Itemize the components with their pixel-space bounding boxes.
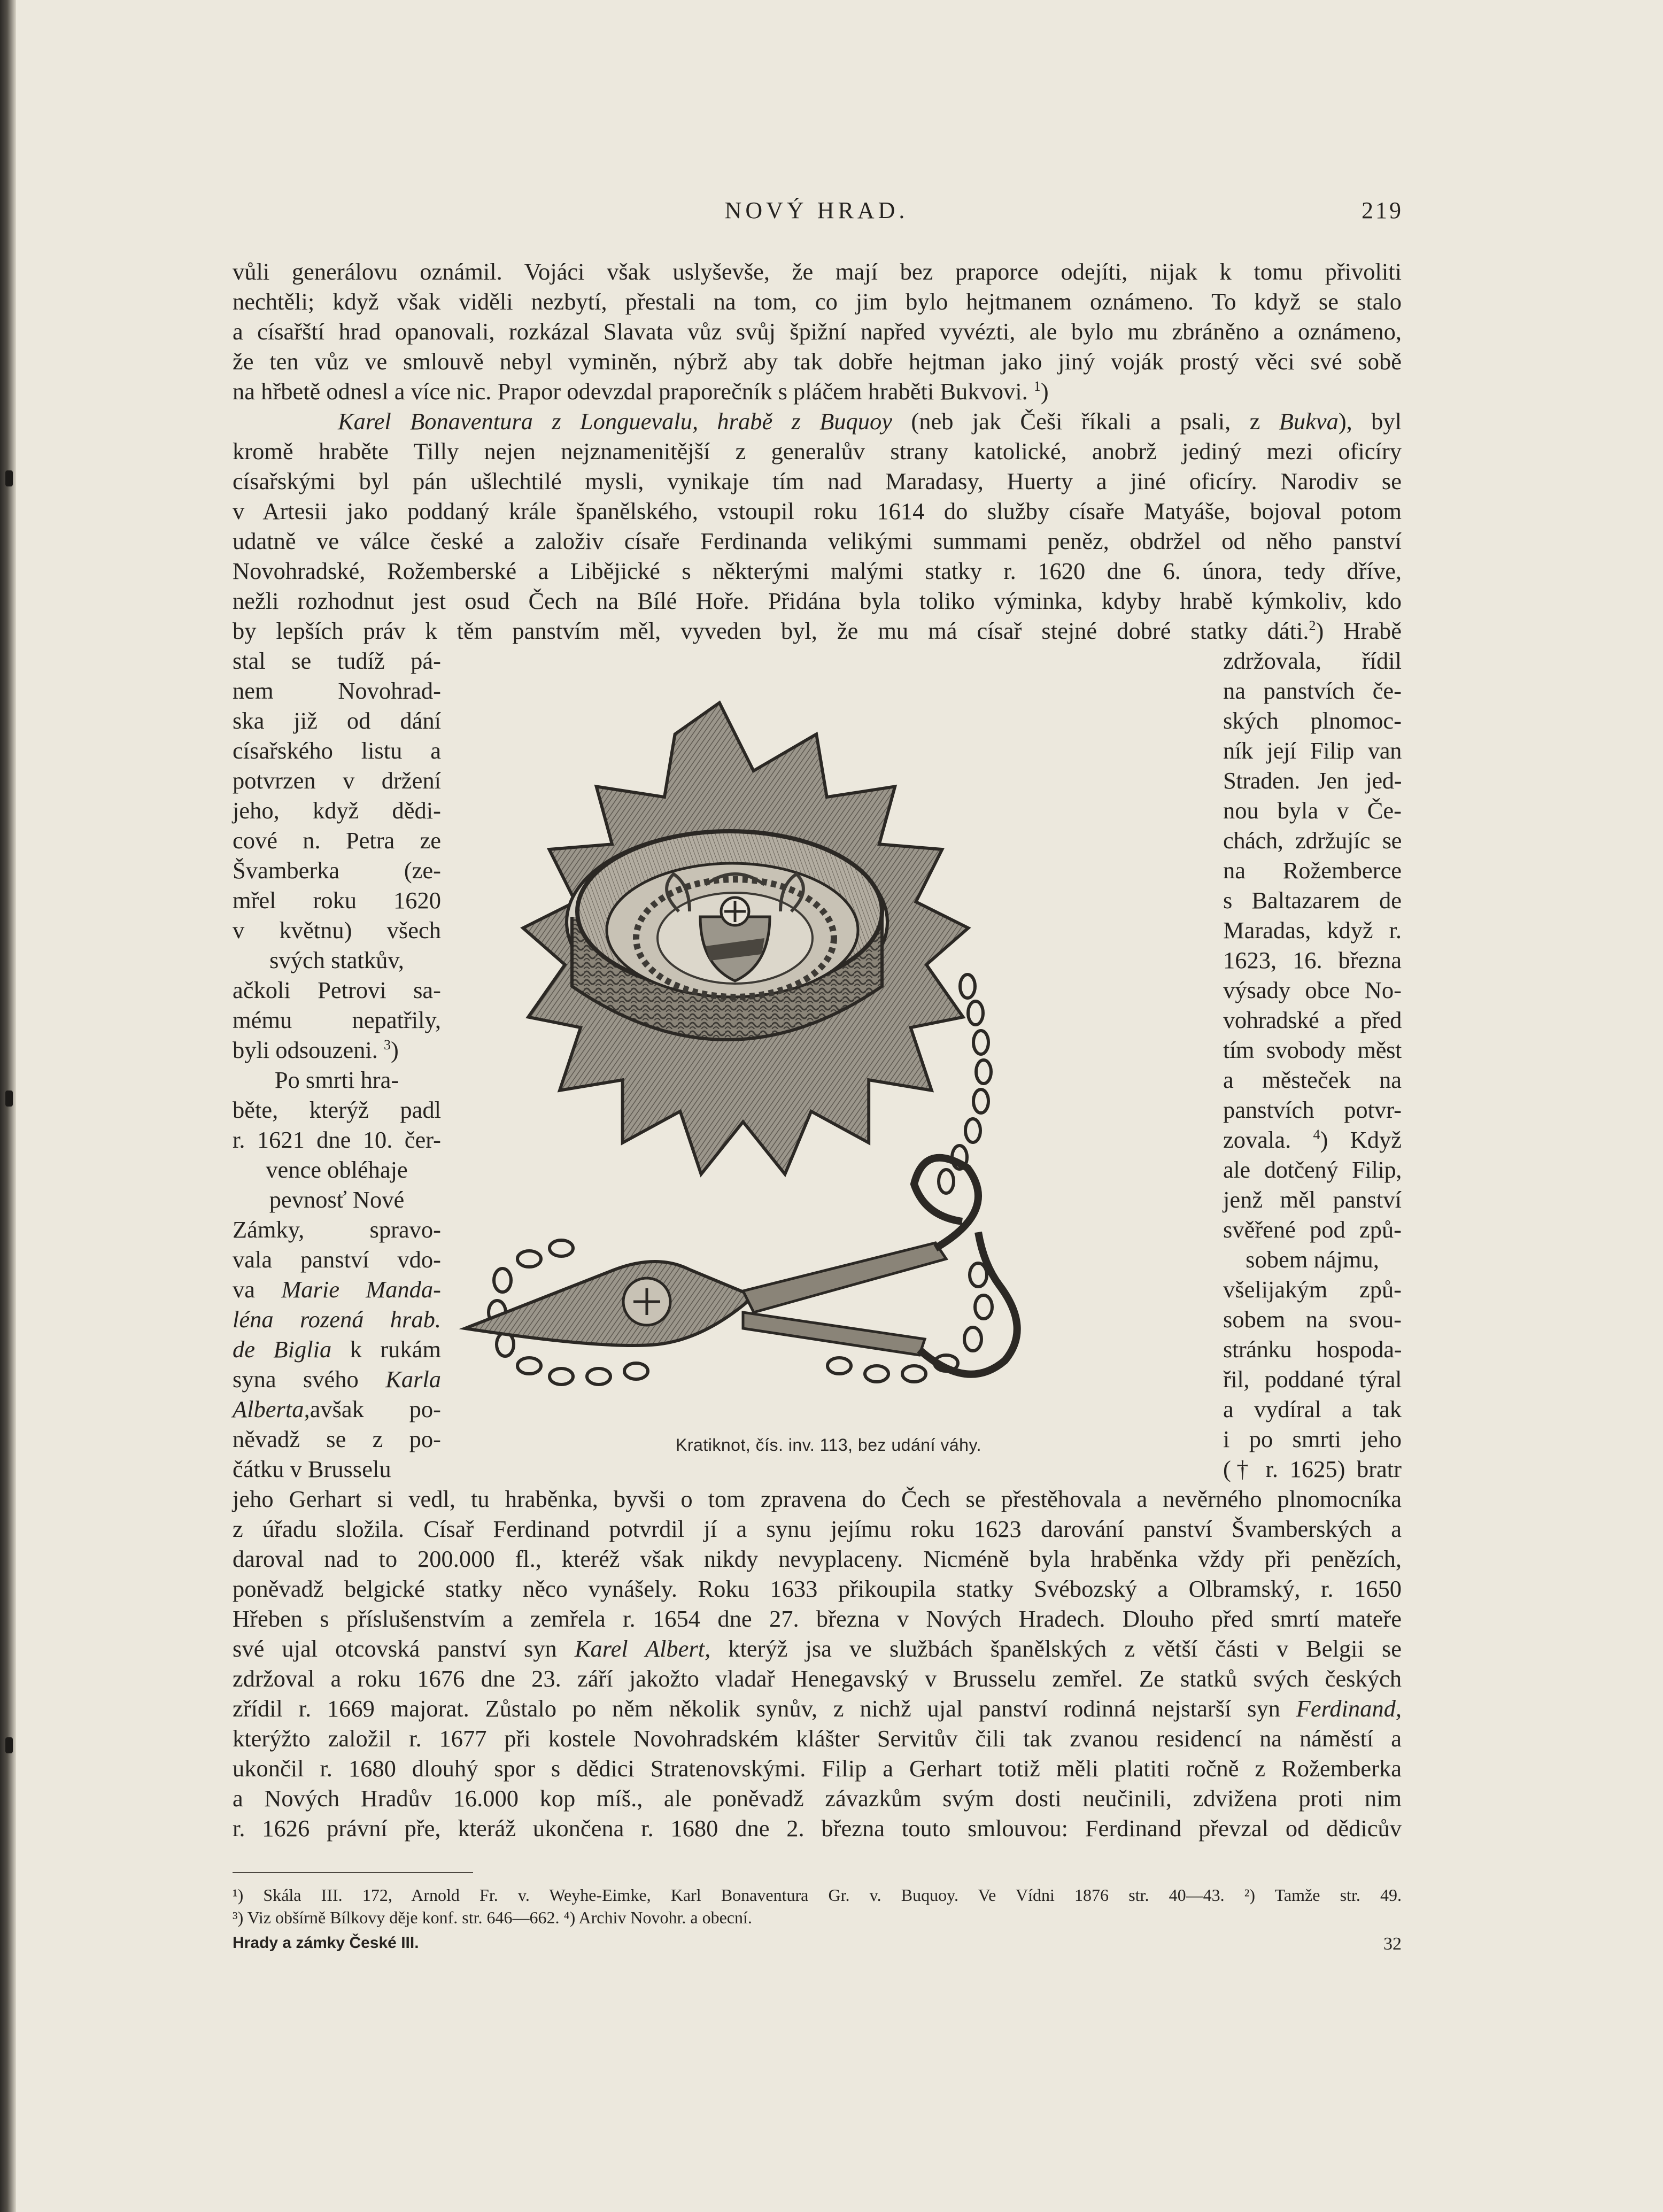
right-column-line: s Baltazarem de	[1223, 887, 1402, 914]
right-column-line: ník její Filip van	[1223, 737, 1402, 764]
signature-mark: 32	[1383, 1934, 1402, 1954]
person-name: de Biglia	[233, 1336, 332, 1363]
text-run: kterýž jsa ve službách španělských z větší části v Belgii se	[710, 1635, 1402, 1662]
text-line: a císařští hrad opanovali, rozkázal Slavata vůz svůj špižní napřed vyvézti, ale bylo mu zbráněno a oznámeno,	[233, 318, 1402, 345]
person-name: Karel Albert,	[574, 1635, 711, 1662]
footnote-rule	[233, 1872, 473, 1873]
right-column-line: jenž měl panství	[1223, 1186, 1402, 1213]
right-column-line: ských plnomoc-	[1223, 707, 1402, 734]
left-column-line: běte, kterýž padl	[233, 1096, 441, 1123]
text-line: ukončil r. 1680 dlouhý spor s dědici Stratenovskými. Filip a Gerhart totiž měli platiti ročně z Rožemberka	[233, 1755, 1402, 1782]
left-column-line: byli odsouzeni. $^3$)	[233, 1037, 399, 1063]
right-column-line: nou byla v Če-	[1223, 797, 1402, 824]
person-name: Bukva	[1279, 408, 1339, 435]
left-column-line: r. 1621 dne 10. čer-	[233, 1126, 441, 1153]
right-column-line: ale dotčený Filip,	[1223, 1156, 1402, 1183]
footnote-ref: 2	[1309, 618, 1316, 634]
left-column-line: ska již od dání	[233, 707, 441, 734]
text-line: vůli generálovu oznámil. Vojáci však uslyševše, že mají bez praporce odejíti, nijak k tomu přivoliti	[233, 258, 1402, 285]
left-column-line: jeho, když dědi-	[233, 797, 441, 824]
left-column-line: Švamberka (ze-	[233, 857, 441, 884]
person-name: Marie Manda-	[281, 1276, 441, 1303]
printer-signature-line	[233, 1934, 1402, 1955]
left-column-line	[233, 1274, 441, 1304]
binding-mark	[5, 1737, 13, 1753]
text-line: by lepších práv k těm panstvím měl, vyveden byl, že mu má císař stejné dobré statky dáti.$^2$) Hrabě	[233, 617, 1402, 644]
text-run: ), byl	[1338, 408, 1402, 435]
text-line: na hřbetě odnesl a více nic. Prapor odevzdal praporečník s pláčem hraběti Bukvovi. $^1$)	[233, 378, 1049, 405]
text-line: daroval nad to 200.000 fl., kteréž však nikdy nevyplaceny. Nicméně byla hraběnka vždy při penězích,	[233, 1545, 1402, 1572]
right-column-line: 1623, 16. března	[1223, 947, 1402, 973]
text-line: kromě hraběte Tilly nejen nejznamenitější z generalův strany katolické, anobrž jediný mezi oficíry	[233, 438, 1402, 465]
text-run: avšak po-	[310, 1396, 441, 1422]
person-name: Alberta,	[233, 1396, 310, 1422]
right-column-line: vohradské a před	[1223, 1007, 1402, 1033]
snuffer-handle-loop	[914, 1158, 978, 1248]
right-column-line: chách, zdržujíc se	[1223, 827, 1402, 854]
printer-signature: Hrady a zámky České III.	[233, 1934, 419, 1952]
text-run: k rukám	[331, 1336, 441, 1363]
right-column-line: na Rožemberce	[1223, 857, 1402, 884]
text-run: zovala.	[1223, 1126, 1291, 1153]
text-line	[233, 1693, 1402, 1723]
text-line: zdržoval a roku 1676 dne 23. září jakožto vladař Henegavský v Brusselu zemřel. Ze statků svých českých	[233, 1665, 1402, 1692]
footnote-ref: 3	[384, 1037, 391, 1053]
text-line: v Artesii jako poddaný krále španělského, vstoupil roku 1614 do služby císaře Matyáše, bojoval potom	[233, 498, 1402, 524]
text-line: poněvadž belgické statky něco vynášely. Roku 1633 přikoupila statky Svébozský a Olbramský, r. 1650	[233, 1575, 1402, 1602]
left-column-line: ačkoli Petrovi sa-	[233, 977, 441, 1003]
left-column-line: léna rozená hrab.	[233, 1306, 441, 1333]
binding-mark	[5, 1090, 13, 1107]
text-run: na hřbetě odnesl a více nic. Prapor odevzdal praporečník s pláčem hraběti Bukvovi.	[233, 378, 1028, 405]
footnote-ref: 1	[1033, 378, 1041, 395]
text-line: nežli rozhodnut jest osud Čech na Bílé Hoře. Přidána byla toliko výminka, kdyby hrabě kýmkoliv, kdo	[233, 587, 1402, 614]
text-line: nechtěli; když však viděli nezbytí, přestali na tom, co jim bylo hejtmanem oznámeno. To když se stalo	[233, 288, 1402, 315]
right-column-line: svěřené pod způ-	[1223, 1216, 1402, 1243]
text-line: Hřeben s příslušenstvím a zemřela r. 1654 dne 27. března v Nových Hradech. Dlouho před smrtí mateře	[233, 1605, 1402, 1632]
right-column-line: a městeček na	[1223, 1066, 1402, 1093]
right-column-line: výsady obce No-	[1223, 977, 1402, 1003]
binding-mark	[5, 470, 13, 486]
left-column-line: potvrzen v držení	[233, 767, 441, 794]
left-column-line: mému nepatřily,	[233, 1007, 441, 1033]
text-run: své ujal otcovská panství syn	[233, 1635, 557, 1662]
text-run: Když	[1350, 1126, 1402, 1153]
left-column-line: mřel roku 1620	[233, 887, 441, 914]
text-run: va	[233, 1276, 256, 1303]
running-title: NOVÝ HRAD.	[724, 197, 909, 223]
text-line: že ten vůz ve smlouvě nebyl vyminěn, nýbrž aby tak dobře hejtman jako jiný voják prostý věci své sobě	[233, 348, 1402, 375]
left-column-line: Zámky, spravo-	[233, 1216, 441, 1243]
right-column-line: zovala. $^4$) Když	[1223, 1126, 1402, 1153]
text-line: Novohradské, Rožemberské a Libějické s některými malými statky r. 1620 dne 6. února, tedy dříve,	[233, 558, 1402, 584]
text-line: udatně ve válce české a založiv císaře Ferdinanda velikými summami peněz, obdržel od něho panství	[233, 528, 1402, 554]
right-column-line: sobem na svou-	[1223, 1306, 1402, 1333]
left-column-line	[233, 1334, 441, 1364]
left-column-line	[233, 1364, 441, 1394]
left-column-line: cové n. Petra ze	[233, 827, 441, 854]
person-name: Karla	[385, 1366, 442, 1393]
text-line: r. 1626 právní pře, kteráž ukončena r. 1680 dne 2. března touto smlouvou: Ferdinand převzal od dědicův	[233, 1815, 1402, 1842]
right-column-line: všelijakým způ-	[1223, 1276, 1402, 1303]
left-column-line: vala panství vdo-	[233, 1246, 441, 1273]
text-run: byli odsouzeni.	[233, 1037, 378, 1063]
footnote-line: ³) Viz obšírně Bílkovy děje konf. str. 646—662. ⁴) Archiv Novohr. a obecní.	[233, 1908, 752, 1927]
left-column-line: v květnu) všech	[233, 917, 441, 943]
right-column-line: na panstvích če-	[1223, 677, 1402, 704]
right-column-line: a vydíral a tak	[1223, 1396, 1402, 1422]
text-run: by lepších práv k těm panstvím měl, vyveden byl, že mu má císař stejné dobré statky dáti.	[233, 617, 1309, 644]
footnote-ref: 4	[1313, 1127, 1320, 1143]
left-column-line: čátku v Brusselu	[233, 1456, 391, 1482]
right-column-line: Straden. Jen jed-	[1223, 767, 1402, 794]
right-column-line: Maradas, když r.	[1223, 917, 1402, 943]
left-column-line: císařského listu a	[233, 737, 441, 764]
footnote-line: ¹) Skála III. 172, Arnold Fr. v. Weyhe-Eimke, Karl Bonaventura Gr. v. Buquoy. Ve Vídni 1876 str. 40—43. ²) Tamže str. 49.	[233, 1885, 1402, 1905]
right-column-line: i po smrti jeho	[1223, 1426, 1402, 1452]
text-line: kterýžto založil r. 1677 při kostele Novohradském klášter Servitův čili tak zvanou residencí na náměstí a	[233, 1725, 1402, 1752]
text-line	[233, 1634, 1402, 1664]
text-line: císařskými byl pán ušlechtilé mysli, vynikaje tím nad Maradasy, Huerty a jiné oficíry. Narodiv se	[233, 468, 1402, 494]
text-run: (neb jak Češi říkali a psali, z	[892, 408, 1279, 435]
text-line: z úřadu složila. Císař Ferdinand potvrdil jí a synu jejímu roku 1623 darování panství Švamberských a	[233, 1515, 1402, 1542]
right-column-line: panstvích potvr-	[1223, 1096, 1402, 1123]
text-line: a Nových Hradův 16.000 kop míš., ale poněvadž závazkům svým dosti neučinili, zdvižena proti nim	[233, 1785, 1402, 1812]
left-column-line: stal se tudíž pá-	[233, 647, 441, 674]
right-column-line: řil, poddané týral	[1223, 1366, 1402, 1393]
text-line: jeho Gerhart si vedl, tu hraběnka, byvši o tom zpravena do Čech se přestěhovala a nevěrného plnomocníka	[233, 1486, 1402, 1512]
figure-caption: Kratiknot, čís. inv. 113, bez udání váhy.	[676, 1435, 981, 1455]
left-column-line: vence obléhaje	[266, 1156, 408, 1183]
text-run: Hrabě	[1343, 617, 1402, 644]
snuffer-illustration	[454, 687, 1213, 1446]
running-head	[230, 197, 1403, 229]
text-run: syna svého	[233, 1366, 359, 1393]
left-column-line: svých statkův,	[269, 947, 404, 973]
right-column-line: zdržovala, řídil	[1223, 647, 1402, 674]
text-run: zřídil r. 1669 majorat. Zůstalo po něm několik synův, z nichž ujal panství rodinná nejstarší syn	[233, 1695, 1280, 1722]
right-column-line: stránku hospoda-	[1223, 1336, 1402, 1363]
person-name: Ferdinand,	[1296, 1695, 1402, 1722]
right-column-line: († r. 1625) bratr	[1223, 1456, 1402, 1482]
right-column-line: tím svobody měst	[1223, 1037, 1402, 1063]
page-number: 219	[1362, 197, 1403, 223]
left-column-line: pevnosť Nové	[269, 1186, 405, 1213]
left-column-line: něvadž se z po-	[233, 1426, 441, 1452]
right-column-line: sobem nájmu,	[1246, 1246, 1379, 1273]
person-name: Karel Bonaventura z Longuevalu, hrabě z Buquoy	[338, 408, 893, 435]
left-column-line: nem Novohrad-	[233, 677, 441, 704]
left-column-line	[233, 1394, 441, 1424]
left-column-line: Po smrti hra-	[274, 1066, 399, 1093]
text-line	[338, 406, 1402, 436]
